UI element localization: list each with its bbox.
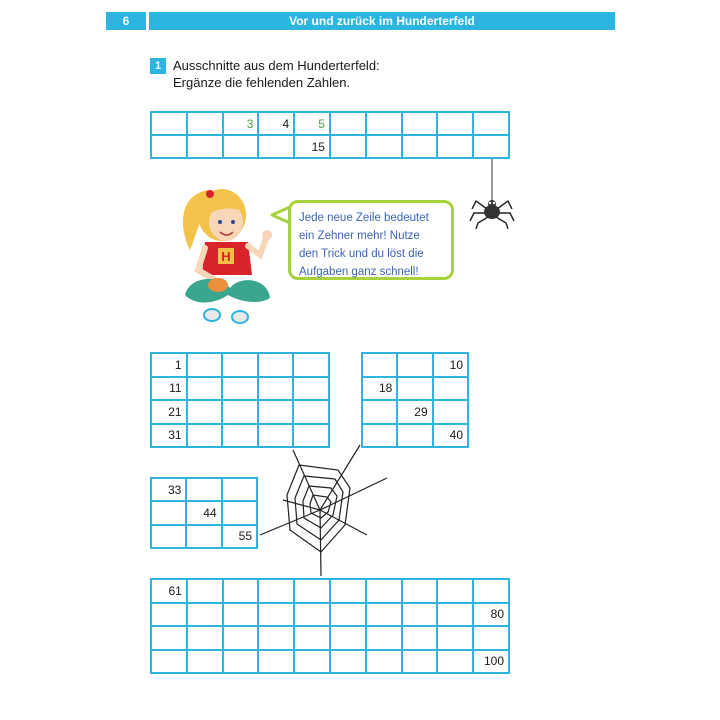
grid-cell[interactable] xyxy=(187,579,223,603)
grid-cell[interactable] xyxy=(437,112,473,135)
grid-cell[interactable] xyxy=(151,501,186,524)
grid-cell[interactable] xyxy=(223,603,259,627)
grid-cell[interactable] xyxy=(223,135,259,158)
grid-cell[interactable] xyxy=(258,579,294,603)
grid-cell[interactable] xyxy=(330,112,366,135)
grid-cell[interactable] xyxy=(402,112,438,135)
task-line-1: Ausschnitte aus dem Hunderterfeld: xyxy=(173,58,380,73)
grid-row xyxy=(362,400,468,424)
grid-cell[interactable] xyxy=(223,579,259,603)
grid-cell[interactable] xyxy=(151,626,187,650)
grid-row xyxy=(151,525,257,548)
grid-cell[interactable] xyxy=(223,650,259,674)
bubble-line-3: den Trick und du löst die xyxy=(299,248,424,260)
grid-cell[interactable] xyxy=(186,525,221,548)
hundred-grid-excerpt-5 xyxy=(150,578,510,674)
grid-cell: 61 xyxy=(151,579,187,603)
grid-cell[interactable] xyxy=(437,650,473,674)
grid-cell[interactable] xyxy=(362,353,397,377)
grid-cell[interactable] xyxy=(294,626,330,650)
grid-cell: 11 xyxy=(151,377,187,401)
grid-cell: 40 xyxy=(433,424,468,448)
grid-cell[interactable] xyxy=(433,400,468,424)
grid-cell: 29 xyxy=(397,400,432,424)
hundred-grid-excerpt-3 xyxy=(361,352,469,448)
grid-cell: 44 xyxy=(186,501,221,524)
grid-cell[interactable] xyxy=(293,400,329,424)
grid-cell: 5 xyxy=(294,112,330,135)
grid-cell[interactable] xyxy=(437,135,473,158)
grid-cell[interactable] xyxy=(473,626,509,650)
grid-cell[interactable] xyxy=(330,626,366,650)
bubble-line-4: Aufgaben ganz schnell! xyxy=(299,266,419,278)
grid-cell[interactable] xyxy=(330,603,366,627)
page-title: Vor und zurück im Hunderterfeld xyxy=(149,12,615,30)
grid-cell[interactable] xyxy=(366,603,402,627)
grid-cell[interactable] xyxy=(437,579,473,603)
grid-cell[interactable] xyxy=(362,400,397,424)
grid-cell[interactable] xyxy=(437,626,473,650)
grid-cell[interactable] xyxy=(397,377,432,401)
grid-cell[interactable] xyxy=(402,579,438,603)
grid-cell[interactable] xyxy=(187,400,223,424)
page-number: 6 xyxy=(106,12,146,30)
grid-cell[interactable] xyxy=(151,525,186,548)
grid-cell: 1 xyxy=(151,353,187,377)
svg-text:H: H xyxy=(221,249,231,264)
grid-cell: 4 xyxy=(258,112,294,135)
grid-cell[interactable] xyxy=(293,353,329,377)
grid-cell[interactable] xyxy=(402,650,438,674)
task-instruction xyxy=(173,57,380,91)
grid-cell[interactable] xyxy=(402,603,438,627)
grid-cell[interactable] xyxy=(187,377,223,401)
grid-cell[interactable] xyxy=(366,579,402,603)
grid-cell[interactable] xyxy=(258,603,294,627)
grid-cell: 33 xyxy=(151,478,186,501)
spider-web-icon xyxy=(255,440,395,580)
grid-cell[interactable] xyxy=(473,112,509,135)
grid-cell[interactable] xyxy=(222,353,258,377)
grid-row xyxy=(151,579,509,603)
grid-cell[interactable] xyxy=(258,400,294,424)
grid-cell[interactable] xyxy=(222,400,258,424)
grid-cell: 31 xyxy=(151,424,187,448)
grid-cell: 55 xyxy=(222,525,257,548)
grid-cell[interactable] xyxy=(473,135,509,158)
grid-cell[interactable] xyxy=(187,603,223,627)
grid-cell[interactable] xyxy=(151,650,187,674)
grid-row xyxy=(151,501,257,524)
grid-cell[interactable] xyxy=(186,478,221,501)
grid-row xyxy=(151,112,509,135)
grid-row xyxy=(151,400,329,424)
grid-cell: 21 xyxy=(151,400,187,424)
grid-cell[interactable] xyxy=(366,135,402,158)
grid-cell[interactable] xyxy=(258,626,294,650)
grid-row xyxy=(151,626,509,650)
grid-cell[interactable] xyxy=(330,650,366,674)
grid-cell: 100 xyxy=(473,650,509,674)
grid-row xyxy=(151,603,509,627)
hundred-grid-excerpt-1 xyxy=(150,111,510,159)
grid-cell[interactable] xyxy=(293,377,329,401)
grid-cell[interactable] xyxy=(223,626,259,650)
grid-row xyxy=(151,377,329,401)
grid-cell[interactable] xyxy=(187,626,223,650)
grid-cell[interactable] xyxy=(402,135,438,158)
grid-cell[interactable] xyxy=(258,353,294,377)
grid-cell[interactable] xyxy=(222,377,258,401)
grid-cell[interactable] xyxy=(397,424,432,448)
grid-cell[interactable] xyxy=(294,650,330,674)
task-number: 1 xyxy=(150,58,166,74)
grid-cell[interactable] xyxy=(187,112,223,135)
grid-cell[interactable] xyxy=(187,424,223,448)
grid-cell: 80 xyxy=(473,603,509,627)
grid-cell: 15 xyxy=(294,135,330,158)
grid-cell[interactable] xyxy=(366,112,402,135)
grid-cell[interactable] xyxy=(433,377,468,401)
grid-cell[interactable] xyxy=(222,478,257,501)
grid-cell[interactable] xyxy=(330,135,366,158)
grid-cell[interactable] xyxy=(330,579,366,603)
grid-cell[interactable] xyxy=(294,603,330,627)
grid-cell[interactable] xyxy=(366,650,402,674)
hundred-grid-excerpt-2 xyxy=(150,352,330,448)
grid-cell[interactable] xyxy=(187,650,223,674)
grid-cell[interactable] xyxy=(294,579,330,603)
girl-illustration xyxy=(170,180,280,330)
grid-cell: 10 xyxy=(433,353,468,377)
grid-cell[interactable] xyxy=(222,501,257,524)
grid-cell[interactable] xyxy=(366,626,402,650)
speech-bubble xyxy=(288,200,454,280)
grid-cell[interactable] xyxy=(187,353,223,377)
hundred-grid-excerpt-4 xyxy=(150,477,258,549)
grid-cell[interactable] xyxy=(258,135,294,158)
grid-cell[interactable] xyxy=(151,135,187,158)
grid-cell[interactable] xyxy=(402,626,438,650)
grid-cell[interactable] xyxy=(258,650,294,674)
grid-cell[interactable] xyxy=(397,353,432,377)
grid-row xyxy=(151,135,509,158)
grid-cell[interactable] xyxy=(258,377,294,401)
spider-icon xyxy=(470,159,516,231)
grid-cell[interactable] xyxy=(222,424,258,448)
grid-cell[interactable] xyxy=(437,603,473,627)
grid-row xyxy=(151,353,329,377)
bubble-line-2: ein Zehner mehr! Nutze xyxy=(299,230,420,242)
grid-row xyxy=(362,353,468,377)
grid-cell[interactable] xyxy=(151,112,187,135)
grid-row xyxy=(362,377,468,401)
grid-cell: 18 xyxy=(362,377,397,401)
grid-cell[interactable] xyxy=(187,135,223,158)
page-header xyxy=(106,12,615,30)
task-line-2: Ergänze die fehlenden Zahlen. xyxy=(173,75,351,90)
bubble-line-1: Jede neue Zeile bedeutet xyxy=(299,212,429,224)
grid-cell: 3 xyxy=(223,112,259,135)
grid-row xyxy=(151,650,509,674)
grid-cell[interactable] xyxy=(151,603,187,627)
grid-row xyxy=(151,478,257,501)
grid-cell[interactable] xyxy=(473,579,509,603)
